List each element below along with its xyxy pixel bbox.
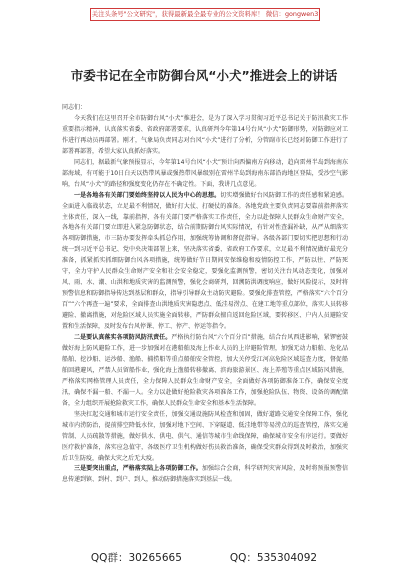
paragraph-lead: 三是要突出重点，严格落实陆上各项防御工作。 <box>74 465 202 473</box>
paragraph-lead: 二是要认真落实各项防风防汛责任。 <box>74 334 172 342</box>
paragraph-text: 严格执行防台风“六个百分百”措施，结合台风西进影响，紧锣密鼓做好海上防风避险工作，进一步加强对在港船舶及海上作业人员的上岸避险管理，加强无动力船舶、危化品船舶、挖沙船、运沙船、渔船、捕捞船等重点船舶安全管控，加大关停受江河高危险区域巡查力度，督促船舶回港避风，严禁人员留船作业，强化海上渔船转移撤离、滨海旅游景区、海上养殖等重点区域防风措施，严格落实网格管理人员责任，全力保障人民群众生命财产安全，全面做好各项防御准备工作，确保安全度汛，确保不漏一船、不漏一人。全力以赴做好抢险救灾各项准备工作，加强抢险队伍、物资、设备的调配储备，全力组织开展抢险救灾工作，确保人民群众生命安全和基本生活保障。 <box>62 334 348 407</box>
qq-group-contact: QQ群：30265665 <box>90 552 182 564</box>
paragraph-text: 加强综合会商，科学研判灾害风险，及时将预报预警信息传递到镇、到村、到户、到人，推动防御措施落实到基层一线。 <box>62 465 348 484</box>
paragraph <box>62 333 348 410</box>
paragraph <box>62 464 348 486</box>
paragraph <box>62 114 348 158</box>
qq-contact: QQ：535304092 <box>229 552 318 564</box>
document-body <box>62 103 348 486</box>
paragraph-lead: 一是各地各有关部门要始终坚持以人民为中心的思想。 <box>74 191 221 199</box>
paragraph <box>62 410 348 465</box>
salutation: 同志们： <box>62 104 87 111</box>
contact-footer <box>0 550 408 565</box>
paragraph-text: 切实增强做好台风防御工作的责任感和紧迫感。全面进入临战状态，立足最不利情况，做好打大仗、打硬仗的准备。各地党政主要负责同志要靠前指挥落实主体责任，深入一线，靠前指挥，各有关部门要严格落实工作责任，全力以赴保障人民群众生命财产安全，各地各有关部门要立即进入紧急防御状态，结合前期防御台风实际情况，有针对性查漏补缺，从严从细落实各项防御措施，市三防办要发挥牵头抓总作用，加强统筹协调和督促指导。各级各部门要切实把思想和行动统一到习近平总书记、党中央决策部署上来，坚决落实省委、省政府工作要求，立足最不利情况做好最充分准备，抓紧抓实抓细防御台风各项措施，统筹做好节日期间安保维稳和疫情防控工作，严防以往、严防死守，全力守护人民群众生命财产安全和社会安全稳定，要强化监测预警，密切关注台风动态变化，加强对风、雨、水、潮、山洪和地质灾害的监测预警，强化会商研判，回溯防洪调度响应，做好风险提示，及时将预警信息和防御指导传达到基层和群众，指导引导群众主动防灾避险。要强化排查管控，严格落实“六个百分百”“六个再查一遍”要求，全面排查山洪地质灾害隐患点、低洼易涝点、在建工地等重点部位，落实人员转移避险、撤离措施，对危险区域人员实施全面转移，严防群众擅自返回危险区域，要转移区、户内人员避险安置和生活保障，及时发布台风停课、停工、停产、停运等指令。 <box>62 191 348 331</box>
paragraph <box>62 158 348 191</box>
paragraph <box>62 191 348 333</box>
paragraph-text: 同志们，据最新气象预报显示，今年第14号台风“小犬”预计向西偏南方向移动，趋向雷州半岛到海南东部海域，有可能于10日白天以热带风暴或强热带风暴级别在雷州半岛到海南东部沿海地区登陆，受沙空气影响，台风“小犬”的路径和强度变化仍存在不确定性。下面，我讲几点意见。 <box>62 158 348 188</box>
promo-banner: 关注头条号"公文研究"，获得最新最全最专业的公文资料库！ 微信：gongwen3 <box>90 8 320 21</box>
document-title: 市委书记在全市防御台风“小犬”推进会上的讲话 <box>70 68 338 83</box>
paragraph-text: 坚决扛起交通和城市运行安全责任，加强交通设施防风检查和加固，做好道路交通安全保障工作，强化城市内涝防治，提前排空降低水位，加强对地下空间、下穿隧道、低洼地带等易涝点的巡查管控，落实交通管制、人员疏散等措施，做好供水、供电、供气、通信等城市生命线保障，确保城市安全有序运行。要做好医疗救护准备，落实应急值守，各级医疗卫生机构做好伤员救治准备，确保受灾群众得到及时救治，加强灾后卫生防疫，确保大灾之后无大疫。 <box>62 410 348 462</box>
paragraph-text: 今天我们在这里召开全市防御台风“小犬”推进会，是为了深入学习贯彻习近平总书记关于防汛救灾工作重要指示精神，认真落实省委、省政府部署要求，认真研判今年第14号台风“小犬”防御形势，对防御应对工作进行再动员再部署。刚才，气象局负责同志对台风“小犬”进行了分析，分管副市长已经对防御工作进行了部署再部署，希望大家认真抓好落实。 <box>62 114 348 155</box>
